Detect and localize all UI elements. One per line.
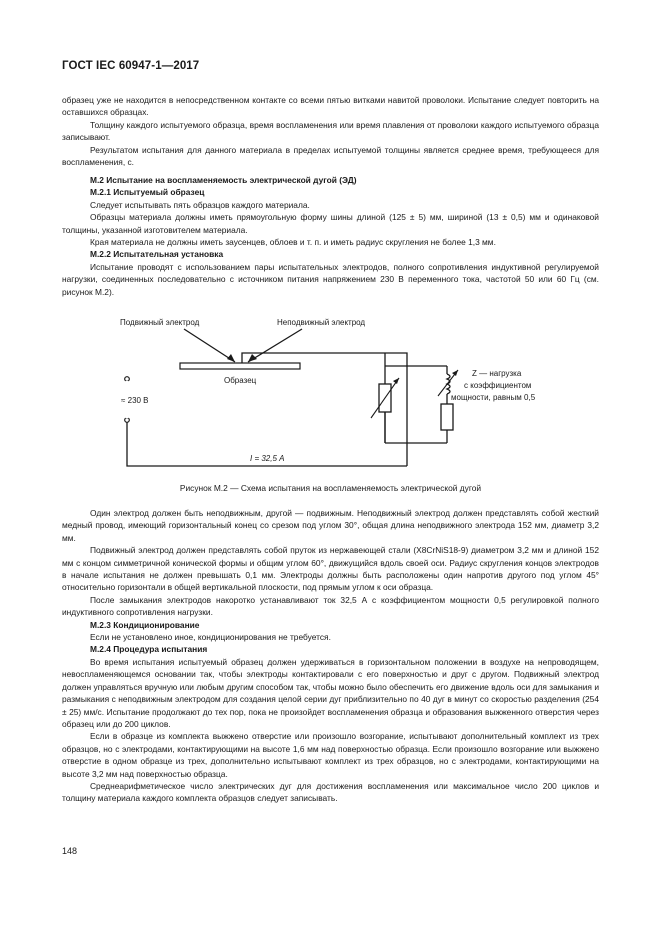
paragraph: Толщину каждого испытуемого образца, время воспламенения или время плавления от проволоки каждого испытуемого образца записывают. [62, 119, 599, 143]
paragraph: Подвижный электрод должен представлять собой пруток из нержавеющей стали (X8CrNiS18-9) диаметром 3,2 мм и длиной 152 мм с концом симметричной конической формы и общим углом 60°, движущийся вдоль своей оси. Радиус скругления концов электродов в начале испытания не должен превышать 0,1 мм. Электроды должны быть расположены один напротив другого под углом 45° относительно горизонтали в общей вертикальной плоскости, под прямым углом к оси образца. [62, 545, 599, 593]
paragraph: Если в образце из комплекта выжжено отверстие или произошло возгорание, испытывают дополнительный комплект из трех образцов, но с электродами, контактирующими на высоте 1,6 мм над поверхностью образца. Если произошло возгорание или выжжено отверстие в одном образце из трех, дополнительно испытывают комплект из трех образцов, но с электродами, контактирующими на высоте 3,2 мм над поверхностью образца. [62, 731, 599, 779]
fixed-electrode [248, 329, 302, 362]
subsection-heading: М.2.4 Процедура испытания [90, 644, 208, 655]
section-heading: М.2 Испытание на воспламеняемость электрической дугой (ЭД) [90, 175, 357, 185]
top-text-block [62, 94, 599, 168]
paragraph: Следует испытывать пять образцов каждого материала. [90, 199, 310, 210]
label-load-3: мощности, равным 0,5 [451, 393, 536, 402]
paragraph: Один электрод должен быть неподвижным, другой — подвижным. Неподвижный электрод должен представлять собой жесткий медный провод, имеющий горизонтальный конец со срезом под углом 30°, общая длина неподвижного электрода 152 мм, диаметр 3,2 мм. [62, 508, 599, 543]
paragraph: Образцы материала должны иметь прямоугольную форму шины длиной (125 ± 5) мм, шириной (13 ± 0,5) мм и одинаковой толщины, указанной изготовителем материала. [62, 212, 599, 235]
label-load-2: с коэффициентом [464, 381, 532, 390]
label-current: I = 32,5 А [250, 454, 285, 463]
terminal-bottom [125, 418, 130, 423]
page-number: 148 [62, 846, 78, 856]
paragraph: Среднеарифметическое число электрических дуг для достижения воспламенения или максимальное число 200 циклов и толщину материала каждого комплекта образцов следует записывать. [62, 780, 599, 804]
paragraph: Края материала не должны иметь заусенцев, облоев и т. п. и иметь радиус скругления не более 1,3 мм. [90, 237, 496, 248]
label-moving-electrode: Подвижный электрод [120, 318, 200, 327]
paragraph: образец уже не находится в непосредственном контакте со всеми пятью витками навитой проволоки. Испытание следует повторить на оставшихся образцах. [62, 95, 599, 118]
circuit-diagram [62, 306, 599, 471]
subsection-heading: М.2.3 Кондиционирование [90, 619, 200, 630]
figure-caption: Рисунок М.2 — Схема испытания на воспламеняемость электрической дугой [179, 483, 482, 493]
section-m2 [62, 174, 599, 298]
terminal-top [125, 377, 130, 382]
subsection-heading: М.2.2 Испытательная установка [90, 249, 224, 260]
wire-left [127, 379, 407, 466]
moving-electrode [184, 329, 235, 362]
subsection-heading: М.2.1 Испытуемый образец [90, 187, 205, 198]
paragraph: Если не установлено иное, кондиционирования не требуется. [90, 632, 331, 643]
paragraph: Испытание проводят с использованием пары испытательных электродов, полного сопротивления индуктивной регулируемой нагрузки, соединенных последовательно с источником питания напряжением 230 В переменного тока, частотой 50 или 60 Гц (см. рисунок М.2). [62, 261, 599, 297]
circuit-figure [62, 306, 599, 471]
sample-bar [180, 363, 300, 369]
label-load-1: Z — нагрузка [472, 369, 522, 378]
paragraph: Во время испытания испытуемый образец должен удерживаться в горизонтальном положении в воздухе на непроводящем, невоспламеняющемся основании так, чтобы электроды контактировали с его поверхностью и друг с другом. Подвижный электрод должен управляться вручную или любым другим способом так, чтобы можно было обеспечить его движение вдоль оси для замыкания и размыкания с неподвижным электродом для создания целой серии дуг приблизительно по 40 дуг в минут со скоростью разделения (254 ± 25) мм/с. Испытание продолжают до тех пор, пока не произойдет воспламенения образца и образования выжженного отверстия через образец или до 200 циклов. [62, 656, 599, 729]
paragraph: После замыкания электродов накоротко устанавливают ток 32,5 А с коэффициентом мощности 0,5 регулировкой полного индуктивного сопротивления нагрузки. [62, 594, 599, 618]
lower-text-block [62, 507, 599, 805]
label-voltage: ≈ 230 В [121, 396, 149, 405]
label-fixed-electrode: Неподвижный электрод [277, 318, 366, 327]
paragraph: Результатом испытания для данного материала в пределах испытуемой толщины является среднее время, требующееся для воспламенения, с. [62, 144, 599, 168]
document-header: ГОСТ IEC 60947-1—2017 [62, 60, 200, 72]
load-resistor [441, 404, 453, 430]
label-sample: Образец [224, 376, 257, 385]
